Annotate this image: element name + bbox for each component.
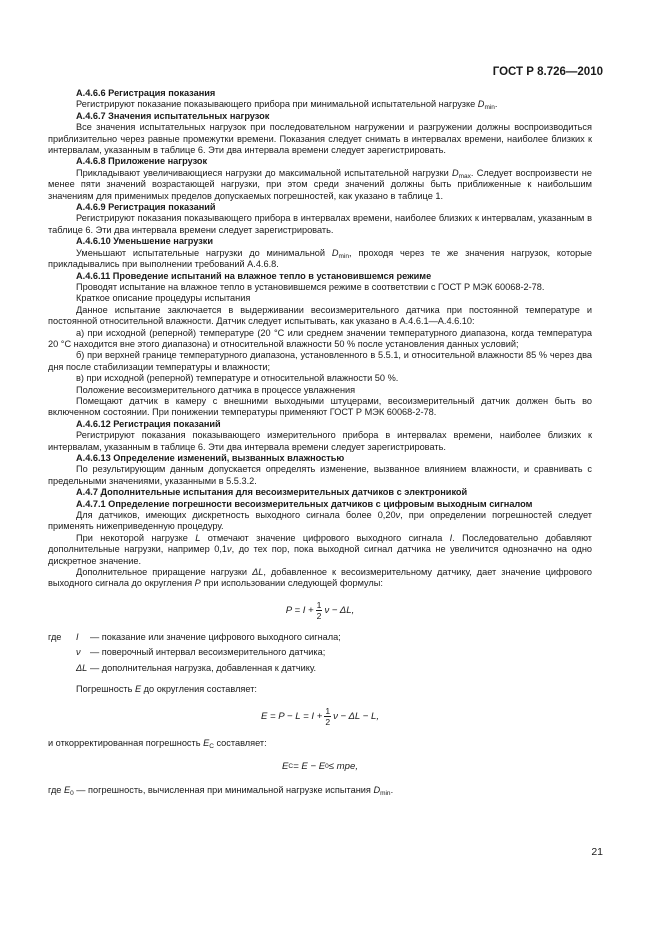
section-heading: А.4.6.12 Регистрация показаний — [76, 418, 221, 429]
list-item: а) при исходной (реперной) температуре (20 °С или среднем значении температурного диапазона, когда температура 20 °С находится вне этого диапазона) и относительной влажности 50 % после установления данных условий; — [48, 327, 592, 349]
paragraph: Прикладывают увеличивающиеся нагрузки до максимальной испытательной нагрузки $D_{max}$. Следует воспроизвести не менее пяти значений возрастающей нагрузки, при этом среди значений должны быть приближенные к наибольшим значениям для применимых пределов допускаемых погрешностей, как указано в таблице 1. — [48, 167, 592, 201]
list-item: в) при исходной (реперной) температуре и относительной влажности 50 %. — [76, 373, 399, 384]
paragraph: По результирующим данным допускается определять изменение, вызванное влиянием влажности, и сравнивать с предельными значениями, указанными в 5.5.3.2. — [48, 464, 592, 486]
formula-e: E = P − L = I + $\frac{1}{2}$ ν − ΔL − L, — [260, 706, 380, 727]
list-item: б) при верхней границе температурного диапазона, установленного в 5.5.1, и относительной влажности 85 % через два дня после стабилизации температуры и влажности; — [48, 350, 592, 372]
section-heading: А.4.6.6 Регистрация показания — [76, 88, 216, 98]
paragraph: Данное испытание заключается в выдерживании весоизмерительного датчика при постоянной температуре и постоянной относительной влажности. Датчик следует испытывать, как указано в А.4.6.1—А.4.6.10: — [48, 304, 592, 327]
section-heading: А.4.6.7 Значения испытательных нагрузок — [76, 110, 270, 121]
paragraph: Регистрируют показания показывающего прибора в интервалах времени, наиболее близких к интервалам, указанным в таблице 6. Эти два интервала времени следует зарегистрировать. — [48, 213, 592, 235]
paragraph: где $E_0$ — погрешность, вычисленная при минимальной нагрузке испытания $D_{min}$. — [48, 784, 394, 797]
paragraph: Погрешность E до округления составляет: — [76, 684, 257, 695]
paragraph: Все значения испытательных нагрузок при последовательном нагружении и разгружении должны воспроизводиться приблизительно через равные промежутки времени. Показания следует снимать в интервалах времени, наиболее близких к интервалам, указанным в таблице 6. Эти два интервала времени следует зарегистрировать. — [48, 122, 592, 156]
where-row: ΔL — дополнительная нагрузка, добавленная к датчику. — [76, 662, 317, 673]
paragraph: Для датчиков, имеющих дискретность выходного сигнала более 0,20ν, при определении погрешностей следует применять нижеприведенную процедуру. — [48, 510, 592, 532]
page-number: 21 — [591, 846, 603, 858]
paragraph: Регистрируют показание показывающего прибора при минимальной испытательной нагрузке $D_{min}$. — [76, 99, 498, 112]
formula-ec: E C = E − E 0 ≤ mpe, — [282, 761, 358, 773]
paragraph: Регистрируют показания показывающего измерительного прибора в интервалах времени, наиболее близких к интервалам, указанным в таблице 6. Эти два интервала времени следует зарегистрировать. — [48, 430, 592, 452]
where-row: где I — показание или значение цифрового выходного сигнала; — [48, 631, 341, 642]
paragraph: Положение весоизмерительного датчика в процессе увлажнения — [76, 384, 356, 395]
document-body — [48, 88, 592, 796]
standard-header: ГОСТ Р 8.726—2010 — [492, 66, 603, 78]
paragraph: Проводят испытание на влажное тепло в установившемся режиме в соответствии с ГОСТ Р МЭК 60068-2-78. — [76, 281, 545, 292]
section-heading: А.4.7.1 Определение погрешности весоизмерительных датчиков с цифровым выходным сигналом — [76, 498, 533, 509]
paragraph: Краткое описание процедуры испытания — [76, 293, 251, 304]
paragraph: Уменьшают испытательные нагрузки до минимальной $D_{min}$, проходя через те же значения нагрузок, которые прикладывались при выполнении требований А.4.6.8. — [48, 247, 592, 270]
where-row: ν — поверочный интервал весоизмерительного датчика; — [76, 647, 326, 658]
section-heading: А.4.6.9 Регистрация показаний — [76, 202, 216, 213]
section-heading: А.4.6.13 Определение изменений, вызванных влажностью — [76, 453, 345, 463]
paragraph: Помещают датчик в камеру с внешними выходными штуцерами, весоизмерительный датчик должен быть во включенном состоянии. При понижении температуры применяют ГОСТ Р МЭК 60068-2-78. — [48, 395, 592, 418]
section-heading: А.4.6.10 Уменьшение нагрузки — [76, 236, 214, 247]
fraction: $\frac{1}{2}$ — [316, 600, 322, 622]
section-heading: А.4.6.11 Проведение испытаний на влажное тепло в установившемся режиме — [76, 270, 432, 281]
paragraph: Дополнительное приращение нагрузки ΔL, добавленное к весоизмерительному датчику, дает значение цифрового выходного сигнала до округления P при использовании следующей формулы: — [48, 567, 592, 589]
formula-p: P = I + $\frac{1}{2}$ ν − ΔL, — [285, 600, 355, 622]
section-heading: А.4.6.8 Приложение нагрузок — [76, 156, 208, 167]
paragraph: При некоторой нагрузке L отмечают значение цифрового выходного сигнала I. Последовательно добавляют дополнительные нагрузки, например 0,1ν, до тех пор, пока выходной сигнал датчика не увеличится однозначно на одно дискретное значение. — [48, 532, 592, 566]
fraction: $\frac{1}{2}$ — [325, 706, 331, 727]
paragraph: и откорректированная погрешность $E_C$ составляет: — [48, 737, 267, 750]
section-heading: А.4.7 Дополнительные испытания для весоизмерительных датчиков с электроникой — [76, 487, 468, 498]
